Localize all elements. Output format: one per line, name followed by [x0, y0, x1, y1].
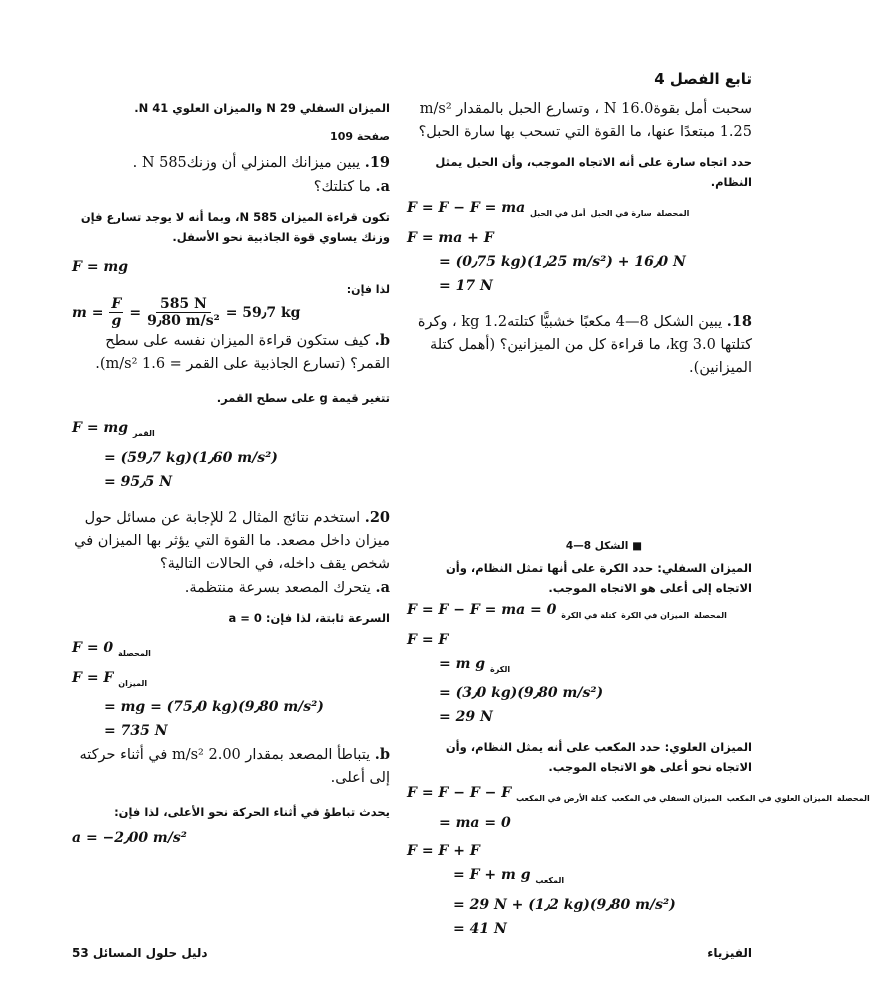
- lower-equation-5: = 29 N: [439, 709, 493, 726]
- mass-result: = 59٫7 kg: [225, 304, 301, 321]
- elevator-equation-4: = 735 N: [104, 723, 168, 740]
- footer-page-number: دليل حلول المسائل 53: [72, 946, 208, 960]
- upper-equation-1-text: F = F − F − F: [407, 785, 512, 802]
- moon-equation-2: = (59٫7 kg)(1٫60 m/s²): [104, 449, 278, 466]
- constant-velocity-note: السرعة ثابتة، لذا فإن: a = 0: [228, 610, 390, 625]
- equals-sign: =: [129, 304, 142, 321]
- intro-problem-text: سحبت أمل بقوةN 16.0 ، وتسارع الحبل بالمقدار m/s² 1.25 مبتعدًا عنها، ما القوة التي تسحب بها سارة الحبل؟: [418, 101, 752, 140]
- problem-18: [407, 310, 752, 380]
- equation-4: = 17 N: [439, 277, 493, 294]
- elevator-equation-1-sub: المحصلة: [118, 648, 151, 658]
- footer-subject: الفيزياء: [707, 946, 752, 960]
- problem-19-number: 19.: [364, 154, 390, 171]
- moon-equation-1: [72, 416, 390, 446]
- deceleration-note: يحدث تباطؤ في أثناء الحركة نحو الأعلى، لذا فإن:: [114, 805, 390, 820]
- upper-equation-4-sub: المكعب: [535, 875, 565, 885]
- left-column: [72, 98, 390, 850]
- mass-lhs: m =: [72, 304, 104, 321]
- upper-equation-4: [407, 863, 752, 893]
- mass-denominator: 9٫80 m/s²: [147, 313, 220, 329]
- lower-equation-2: F = F: [407, 631, 449, 648]
- mass-equation: [72, 296, 390, 329]
- moon-equation-1-text: F = mg: [72, 420, 129, 436]
- problem-19a-note: تكون قراءة الميزان N 585، وبما أنه لا يوجد تسارع فإن وزنك يساوي قوة الجاذبية نحو الأسفل.: [80, 210, 390, 244]
- equation-1-text: F = F − F = ma: [407, 200, 526, 216]
- intro-note: حدد اتجاه سارة على أنه الاتجاه الموجب، وأن الحبل يمثل النظام.: [435, 155, 752, 189]
- lower-equation-1: [407, 598, 752, 628]
- problem-19b-text: كيف ستكون قراءة الميزان نفسه على سطح القمر؟ (تسارع الجاذبية على القمر = 1.6 m/s²).: [95, 333, 390, 372]
- problem-19a: [72, 175, 390, 199]
- upper-equation-3: F = F + F: [407, 843, 480, 860]
- elevator-equation-1: [72, 636, 390, 666]
- problem-19a-text: ما كتلتك؟: [313, 179, 371, 195]
- equation-1-sub-amal: أمل في الحبل: [530, 208, 586, 218]
- therefore-label: لذا فإن:: [346, 283, 390, 296]
- elevator-equation-1-text: F = 0: [72, 639, 114, 656]
- upper-equation-1-sub-top: الميزان العلوي في المكعب: [726, 794, 832, 804]
- problem-20: [72, 506, 390, 576]
- equation-1-sub-net: المحصلة: [656, 208, 690, 218]
- problem-19b-label: b.: [374, 332, 390, 349]
- lower-equation-4: = (3٫0 kg)(9٫80 m/s²): [439, 685, 604, 702]
- lower-equation-3: [407, 652, 752, 682]
- mass-numerator: 585 N: [156, 296, 211, 313]
- moon-equation-3: = 95٫5 N: [104, 473, 173, 490]
- upper-equation-6: = 41 N: [453, 920, 507, 937]
- moon-note: تتغير قيمة g على سطح القمر.: [216, 391, 390, 405]
- figure-caption: ■ الشكل 8—4: [565, 539, 642, 552]
- equation-1-sub-sara: سارة في الحبل: [590, 208, 652, 218]
- mass-fraction-fg: [109, 296, 123, 329]
- problem-20a: [72, 576, 390, 600]
- deceleration-equation: a = −2٫00 m/s²: [72, 830, 187, 847]
- elevator-equation-2: [72, 666, 390, 696]
- lower-equation-1-sub-scale: الميزان في الكرة: [621, 610, 690, 620]
- upper-equation-1: [407, 781, 870, 811]
- problem-20b-text: يتباطأ المصعد بمقدار 2.00 m/s² في أثناء حركته إلى أعلى.: [79, 747, 390, 787]
- upper-equation-1-sub-net: المحصلة: [836, 794, 870, 804]
- lower-equation-1-text: F = F − F = ma = 0: [407, 601, 557, 618]
- upper-scale-note: الميزان العلوي: حدد المكعب على أنه يمثل النظام، وأن الاتجاه نحو أعلى هو الاتجاه الموجب.: [445, 740, 752, 775]
- mass-fraction-top: F: [111, 296, 122, 312]
- equation-2: F = ma + F: [407, 229, 494, 246]
- problem-19a-label: a.: [375, 178, 390, 195]
- lower-equation-1-sub-mass: كتلة في الكرة: [561, 610, 617, 620]
- lower-equation-1-sub-net: المحصلة: [693, 610, 727, 620]
- problem-19-text: يبين ميزانك المنزلي أن وزنكN 585 .: [132, 155, 361, 171]
- problem-19: [72, 151, 390, 175]
- right-column: [407, 98, 870, 941]
- mass-fraction-bottom: g: [111, 313, 122, 329]
- upper-equation-1-sub-bottom: الميزان السفلي في المكعب: [611, 794, 722, 804]
- lower-scale-note: الميزان السفلي: حدد الكرة على أنها تمثل النظام، وأن الاتجاه إلى أعلى هو الاتجاه الموجب.: [445, 560, 752, 595]
- upper-equation-1-sub-earth: كتلة الأرض في المكعب: [516, 794, 607, 804]
- page-reference: صفحة 109: [330, 130, 390, 143]
- upper-equation-2: = ma = 0: [439, 815, 511, 832]
- elevator-equation-3: = mg = (75٫0 kg)(9٫80 m/s²): [104, 699, 324, 716]
- equation-1: [407, 196, 752, 226]
- top-answer: الميزان السفلي N 29 والميزان العلوي N 41.: [134, 101, 390, 115]
- chapter-header: تابع الفصل 4: [654, 70, 752, 88]
- upper-equation-4-text: = F + m g: [453, 867, 531, 884]
- lower-equation-3-text: = m g: [439, 655, 486, 672]
- moon-equation-1-sub: القمر: [132, 428, 155, 438]
- weight-equation: F = mg: [72, 259, 129, 275]
- figure-caption-text: الشكل 8—4: [565, 539, 629, 552]
- problem-20-text: استخدم نتائج المثال 2 للإجابة عن مسائل حول ميزان داخل مصعد. ما القوة التي يؤثر بها الميزان في شخص يقف داخله، في الحالات التالية؟: [74, 509, 390, 572]
- equation-3: = (0٫75 kg)(1٫25 m/s²) + 16٫0 N: [439, 253, 686, 270]
- problem-20a-text: يتحرك المصعد بسرعة منتظمة.: [184, 579, 371, 596]
- elevator-equation-2-sub: الميزان: [118, 678, 148, 688]
- problem-20b: [72, 743, 390, 790]
- problem-19b: [72, 329, 390, 376]
- lower-equation-3-sub: الكرة: [489, 664, 511, 674]
- upper-equation-5: = 29 N + (1٫2 kg)(9٫80 m/s²): [453, 896, 676, 913]
- problem-18-number: 18.: [726, 312, 752, 330]
- mass-fraction-values: [147, 296, 220, 329]
- problem-20b-label: b.: [374, 746, 390, 764]
- problem-20a-label: a.: [375, 578, 390, 596]
- elevator-equation-2-text: F = F: [72, 669, 114, 686]
- problem-18-text: يبين الشكل 8—4 مكعبًا خشبيًّا كتلته1.2 kg ، وكرة كتلتها 3.0 kg، ما قراءة كل من الميزانين؟ (أهمل كتلة الميزانين).: [417, 313, 752, 376]
- problem-20-number: 20.: [364, 508, 390, 526]
